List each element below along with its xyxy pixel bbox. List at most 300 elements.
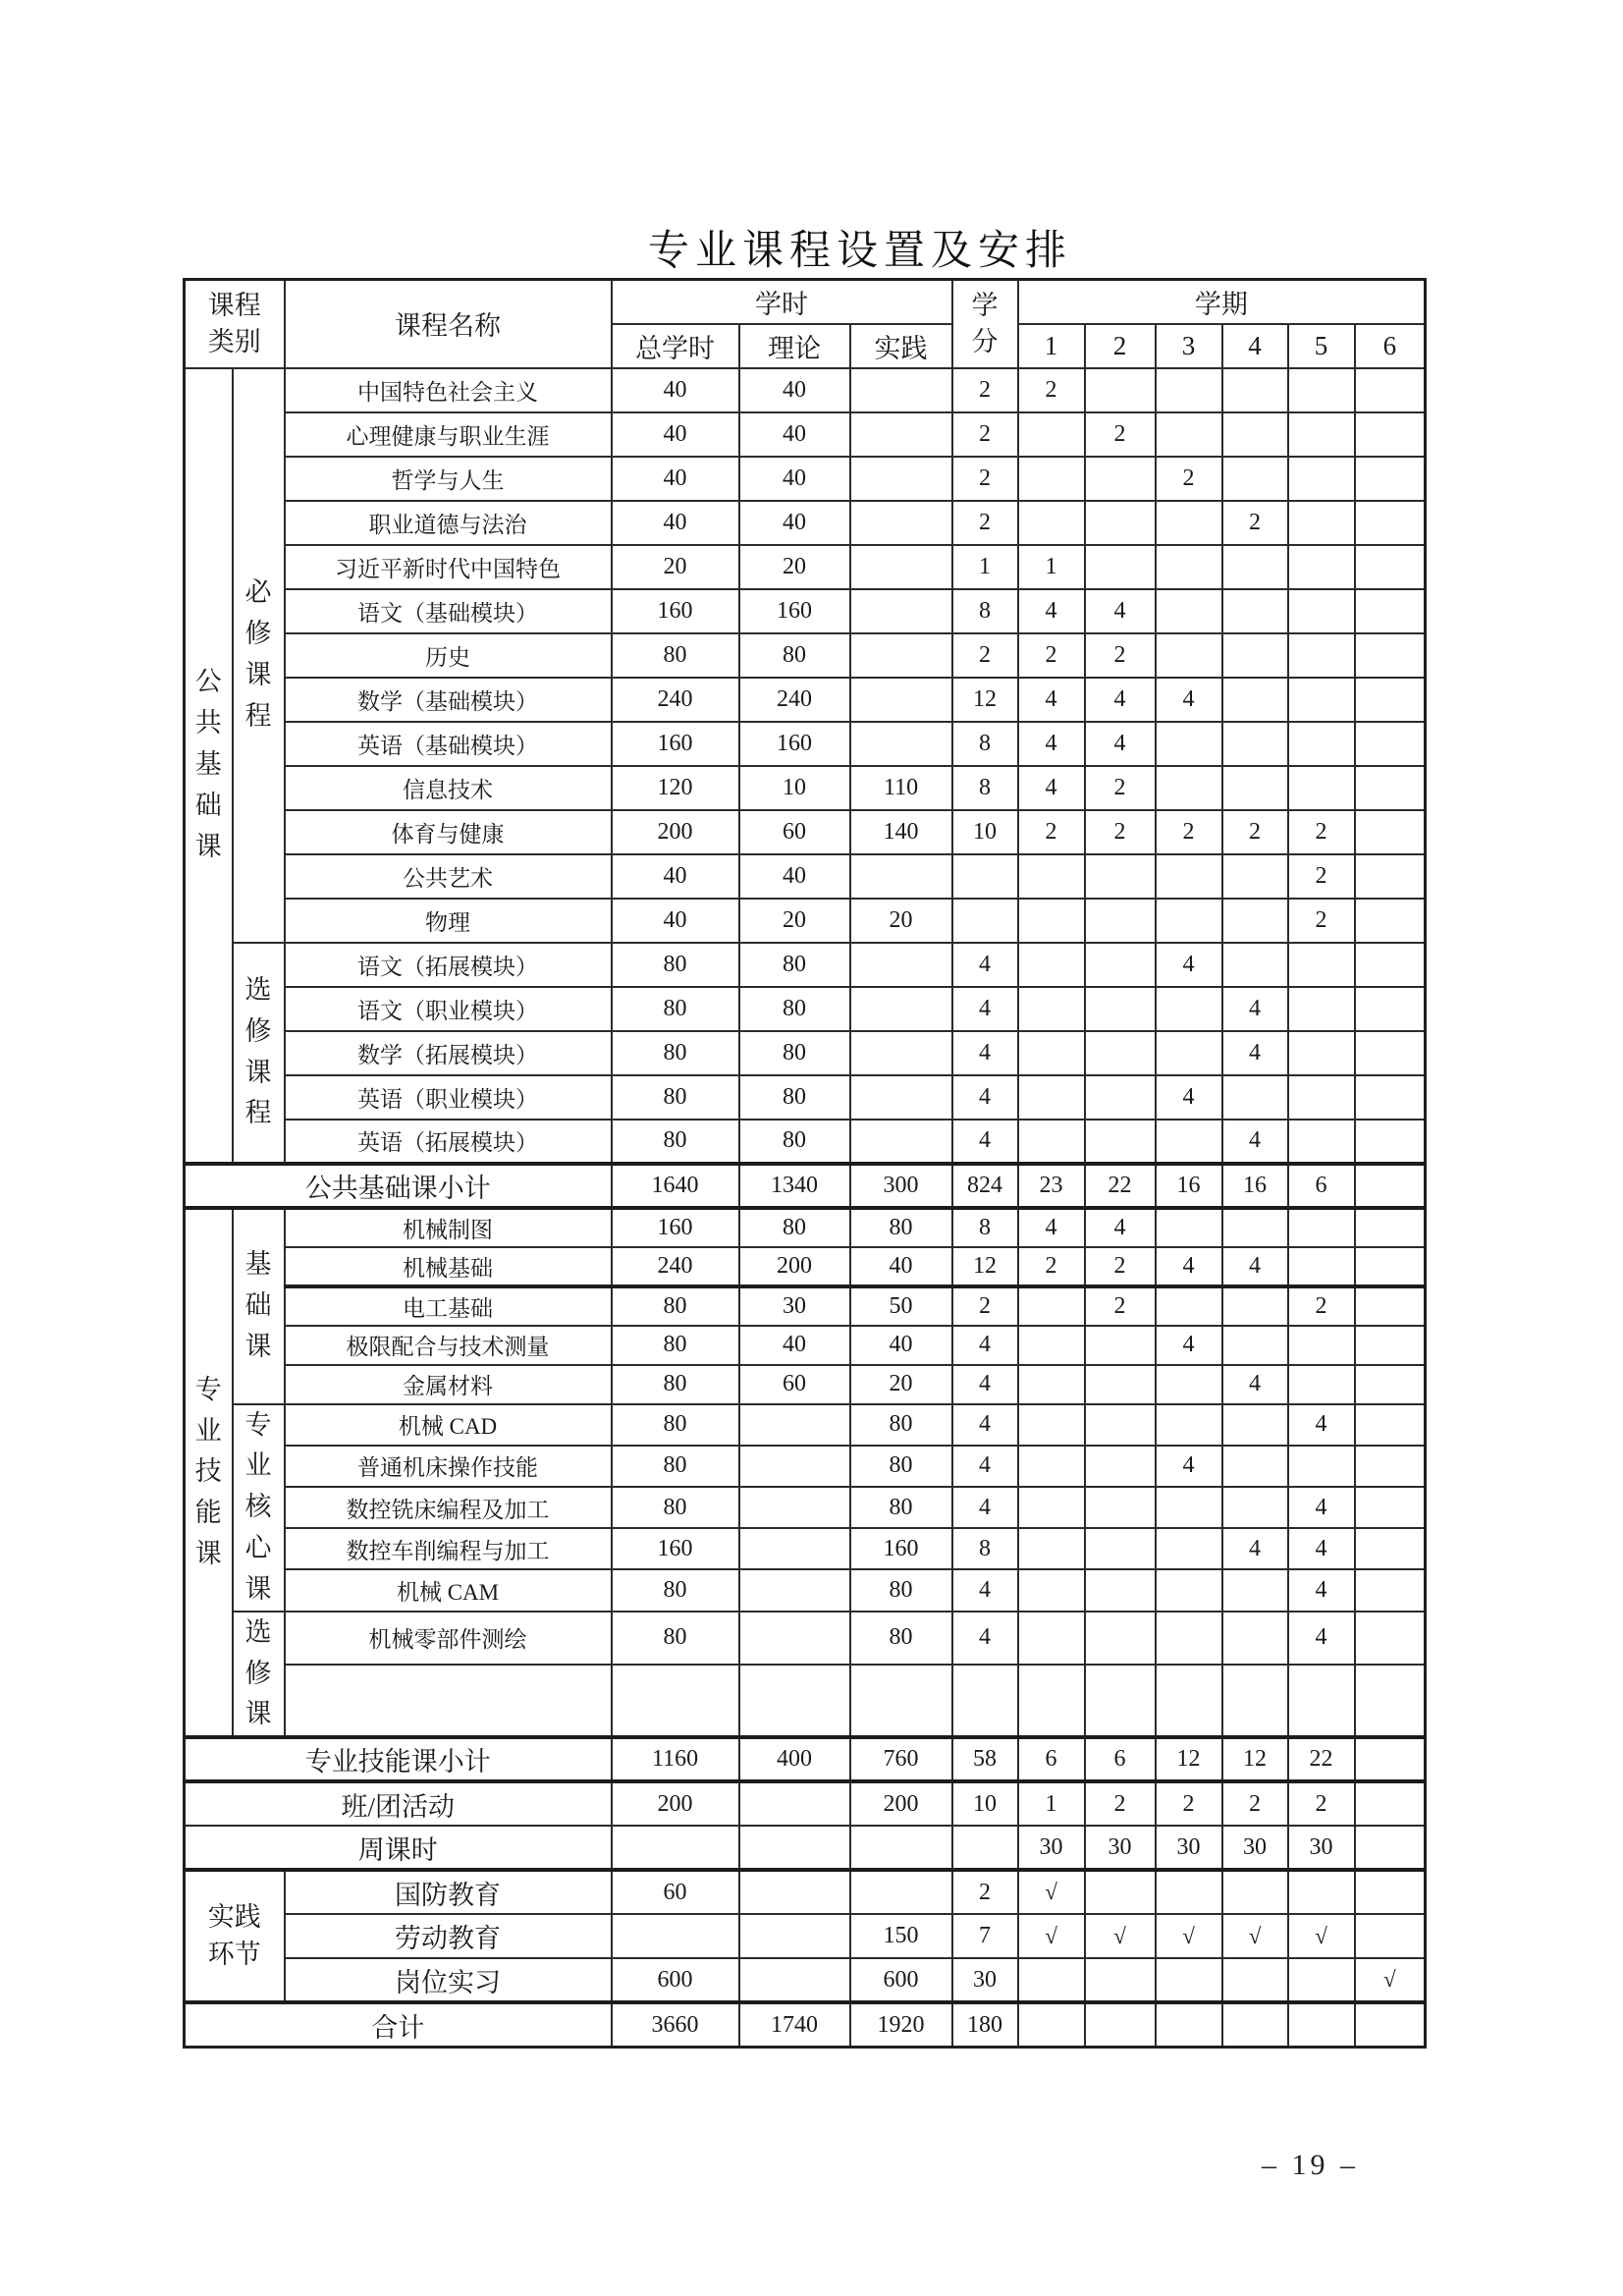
value-cell (1288, 1120, 1355, 1164)
value-cell: 80 (850, 1208, 952, 1247)
value-cell (1288, 722, 1355, 766)
value-cell: 60 (612, 1870, 739, 1914)
value-cell: 2 (1288, 810, 1355, 854)
value-cell (1355, 412, 1426, 457)
value-cell: 4 (952, 1326, 1018, 1365)
value-cell (1018, 1528, 1085, 1569)
value-cell: 80 (612, 1612, 739, 1665)
value-cell: 58 (952, 1737, 1018, 1781)
value-cell (1156, 633, 1222, 678)
value-cell: 4 (1085, 678, 1156, 722)
value-cell: 20 (612, 545, 739, 589)
summary-label: 合计 (185, 2002, 612, 2047)
value-cell: 1640 (612, 1164, 739, 1208)
value-cell (850, 1075, 952, 1120)
value-cell (1355, 987, 1426, 1031)
value-cell (1156, 1404, 1222, 1446)
value-cell (1355, 1781, 1426, 1826)
course-name-cell: 机械基础 (285, 1247, 612, 1286)
value-cell: 2 (1018, 633, 1085, 678)
value-cell (739, 1914, 850, 1958)
table-row (185, 1120, 1426, 1164)
value-cell: 1920 (850, 2002, 952, 2047)
value-cell (850, 412, 952, 457)
value-cell: 80 (739, 1031, 850, 1075)
value-cell (1156, 1031, 1222, 1075)
value-cell: 2 (1085, 766, 1156, 810)
value-cell: 40 (612, 899, 739, 943)
table-row (185, 1528, 1426, 1569)
summary-label: 公共基础课小计 (185, 1164, 612, 1208)
value-cell (1222, 1208, 1288, 1247)
curriculum-table (183, 278, 1427, 2049)
summary-label: 岗位实习 (285, 1958, 612, 2002)
value-cell (612, 1826, 739, 1870)
table-row (185, 1247, 1426, 1286)
value-cell: 4 (952, 1404, 1018, 1446)
value-cell (1018, 987, 1085, 1031)
value-cell (1085, 1446, 1156, 1487)
value-cell: 4 (1085, 1208, 1156, 1247)
value-cell (1085, 943, 1156, 987)
value-cell: 80 (739, 1208, 850, 1247)
table-row (185, 854, 1426, 899)
table-row (185, 1075, 1426, 1120)
value-cell (1018, 1569, 1085, 1611)
section-label: 专业技能课 (185, 1208, 233, 1738)
value-cell: 4 (952, 1446, 1018, 1487)
value-cell (952, 854, 1018, 899)
table-row (185, 1208, 1426, 1247)
value-cell (739, 1958, 850, 2002)
value-cell (850, 1826, 952, 1870)
value-cell (1018, 1958, 1085, 2002)
table-row (185, 899, 1426, 943)
table-row (185, 766, 1426, 810)
value-cell: 160 (612, 722, 739, 766)
course-name-cell: 机械制图 (285, 1208, 612, 1247)
value-cell (1288, 1075, 1355, 1120)
value-cell (1355, 368, 1426, 412)
value-cell (1288, 457, 1355, 501)
value-cell (1085, 1487, 1156, 1528)
value-cell (1156, 1487, 1222, 1528)
value-cell: 4 (952, 1487, 1018, 1528)
value-cell: 4 (1222, 987, 1288, 1031)
value-cell: 824 (952, 1164, 1018, 1208)
course-name-cell: 心理健康与职业生涯 (285, 412, 612, 457)
value-cell (1355, 1120, 1426, 1164)
value-cell (739, 1487, 850, 1528)
page-title: 专业课程设置及安排 (648, 229, 1073, 274)
value-cell (850, 457, 952, 501)
value-cell: 4 (1156, 943, 1222, 987)
value-cell: 80 (612, 1031, 739, 1075)
value-cell: 7 (952, 1914, 1018, 1958)
table-row (185, 1404, 1426, 1446)
course-name-cell: 英语（职业模块） (285, 1075, 612, 1120)
course-name-cell: 语文（拓展模块） (285, 943, 612, 987)
value-cell (1222, 678, 1288, 722)
value-cell: 2 (952, 1286, 1018, 1326)
summary-label: 周课时 (185, 1826, 612, 1870)
value-cell (1018, 1326, 1085, 1365)
value-cell (1085, 1528, 1156, 1569)
value-cell: 240 (739, 678, 850, 722)
value-cell: 2 (1288, 854, 1355, 899)
value-cell: 160 (739, 722, 850, 766)
value-cell (1018, 943, 1085, 987)
value-cell: 80 (612, 1286, 739, 1326)
check-cell: √ (1085, 1914, 1156, 1958)
course-name-cell: 习近平新时代中国特色 (285, 545, 612, 589)
section-label: 专业核心课 (233, 1404, 285, 1612)
course-name-cell: 历史 (285, 633, 612, 678)
value-cell (850, 854, 952, 899)
table-row (185, 589, 1426, 633)
table-row (185, 633, 1426, 678)
value-cell (1085, 1326, 1156, 1365)
value-cell (1018, 1487, 1085, 1528)
section-label: 实践环节 (185, 1870, 285, 2002)
table-row (185, 2002, 1426, 2047)
value-cell (1288, 1031, 1355, 1075)
value-cell: 10 (952, 810, 1018, 854)
value-cell (850, 987, 952, 1031)
value-cell (1222, 1075, 1288, 1120)
value-cell: 2 (1085, 1286, 1156, 1326)
value-cell: 80 (612, 1446, 739, 1487)
value-cell (952, 1665, 1018, 1737)
value-cell: 2 (1156, 1781, 1222, 1826)
value-cell: 40 (612, 854, 739, 899)
value-cell: 140 (850, 810, 952, 854)
value-cell (1288, 766, 1355, 810)
value-cell: 2 (1288, 1781, 1355, 1826)
value-cell: 4 (1222, 1365, 1288, 1404)
value-cell: 4 (1222, 1031, 1288, 1075)
header-course-name: 课程名称 (285, 280, 612, 368)
course-name-cell: 体育与健康 (285, 810, 612, 854)
course-name-cell: 英语（基础模块） (285, 722, 612, 766)
value-cell (1156, 545, 1222, 589)
value-cell: 4 (1018, 722, 1085, 766)
value-cell (1288, 589, 1355, 633)
value-cell: 6 (1288, 1164, 1355, 1208)
value-cell: 2 (952, 501, 1018, 545)
value-cell (1355, 722, 1426, 766)
value-cell: 4 (952, 943, 1018, 987)
value-cell: 80 (612, 1120, 739, 1164)
value-cell (1156, 1569, 1222, 1611)
value-cell (1156, 589, 1222, 633)
value-cell (1156, 368, 1222, 412)
value-cell (1085, 1612, 1156, 1665)
value-cell (1018, 2002, 1085, 2047)
value-cell: 4 (952, 1612, 1018, 1665)
table-row (185, 1781, 1426, 1826)
course-name-cell: 哲学与人生 (285, 457, 612, 501)
value-cell: 20 (739, 545, 850, 589)
value-cell: 8 (952, 766, 1018, 810)
value-cell: 1 (1018, 1781, 1085, 1826)
value-cell (1156, 1958, 1222, 2002)
value-cell: 200 (850, 1781, 952, 1826)
value-cell (1085, 987, 1156, 1031)
value-cell (1085, 1958, 1156, 2002)
value-cell: 2 (1288, 1286, 1355, 1326)
value-cell: 80 (612, 1404, 739, 1446)
value-cell: 80 (850, 1404, 952, 1446)
value-cell (1156, 1208, 1222, 1247)
value-cell (1288, 1958, 1355, 2002)
value-cell (850, 545, 952, 589)
value-cell: 4 (1288, 1612, 1355, 1665)
value-cell (1355, 1914, 1426, 1958)
course-name-cell: 英语（拓展模块） (285, 1120, 612, 1164)
value-cell (739, 1612, 850, 1665)
value-cell (1085, 854, 1156, 899)
value-cell (1222, 589, 1288, 633)
value-cell (1288, 1870, 1355, 1914)
value-cell: 40 (612, 501, 739, 545)
value-cell (1156, 766, 1222, 810)
course-name-cell: 公共艺术 (285, 854, 612, 899)
section-label: 公共基础课 (185, 368, 233, 1164)
value-cell (850, 943, 952, 987)
value-cell: 4 (952, 1120, 1018, 1164)
value-cell: 2 (1018, 368, 1085, 412)
header-hours: 学时 (612, 280, 952, 324)
value-cell (1222, 854, 1288, 899)
value-cell (612, 1665, 739, 1737)
value-cell: 80 (850, 1612, 952, 1665)
table-row (185, 678, 1426, 722)
value-cell: 4 (1288, 1528, 1355, 1569)
value-cell: 2 (952, 1870, 1018, 1914)
value-cell (1085, 1031, 1156, 1075)
value-cell: 200 (612, 810, 739, 854)
header-semester: 学期 (1018, 280, 1426, 324)
header-sem-4: 4 (1222, 324, 1288, 368)
value-cell: 40 (612, 368, 739, 412)
value-cell: 80 (739, 633, 850, 678)
value-cell: 40 (612, 412, 739, 457)
course-name-cell: 金属材料 (285, 1365, 612, 1404)
value-cell (1355, 1208, 1426, 1247)
summary-label: 专业技能课小计 (185, 1737, 612, 1781)
value-cell (1018, 501, 1085, 545)
value-cell: 80 (850, 1487, 952, 1528)
value-cell (1288, 1326, 1355, 1365)
value-cell: 4 (1222, 1120, 1288, 1164)
table-row (185, 1870, 1426, 1914)
value-cell: 2 (952, 633, 1018, 678)
value-cell: 2 (952, 457, 1018, 501)
value-cell: 1740 (739, 2002, 850, 2047)
value-cell: 30 (1085, 1826, 1156, 1870)
value-cell (1355, 1569, 1426, 1611)
value-cell: 2 (1156, 457, 1222, 501)
value-cell (850, 1120, 952, 1164)
value-cell (1156, 1612, 1222, 1665)
value-cell: 2 (1085, 412, 1156, 457)
header-practice-hours: 实践 (850, 324, 952, 368)
value-cell: 40 (850, 1247, 952, 1286)
table-row (185, 1826, 1426, 1870)
header-sem-1: 1 (1018, 324, 1085, 368)
value-cell (1018, 899, 1085, 943)
value-cell (1355, 1446, 1426, 1487)
table-row (185, 1365, 1426, 1404)
value-cell: 180 (952, 2002, 1018, 2047)
value-cell: 12 (952, 678, 1018, 722)
page-number: – 19 – (1262, 2149, 1359, 2181)
value-cell: 8 (952, 589, 1018, 633)
value-cell: 4 (952, 1031, 1018, 1075)
value-cell (1085, 899, 1156, 943)
value-cell: 1340 (739, 1164, 850, 1208)
value-cell: 40 (739, 501, 850, 545)
value-cell: 80 (612, 1075, 739, 1120)
table-row (185, 545, 1426, 589)
value-cell (1222, 633, 1288, 678)
value-cell (850, 633, 952, 678)
value-cell: 8 (952, 1208, 1018, 1247)
value-cell: 40 (739, 457, 850, 501)
value-cell (1222, 1286, 1288, 1326)
table-row (185, 810, 1426, 854)
value-cell: 2 (1222, 501, 1288, 545)
value-cell: 160 (850, 1528, 952, 1569)
value-cell: 110 (850, 766, 952, 810)
value-cell (1156, 987, 1222, 1031)
value-cell: 80 (612, 987, 739, 1031)
value-cell (1288, 501, 1355, 545)
value-cell: 80 (612, 1487, 739, 1528)
value-cell: 4 (1288, 1404, 1355, 1446)
value-cell (850, 501, 952, 545)
value-cell (1018, 1612, 1085, 1665)
course-name-cell: 语文（职业模块） (285, 987, 612, 1031)
value-cell (1222, 2002, 1288, 2047)
table-row (185, 1914, 1426, 1958)
value-cell: 240 (612, 678, 739, 722)
value-cell (1018, 1446, 1085, 1487)
value-cell (1085, 368, 1156, 412)
value-cell (739, 1826, 850, 1870)
value-cell (1355, 1665, 1426, 1737)
header-row-1 (185, 280, 1426, 324)
value-cell (1355, 589, 1426, 633)
value-cell (1355, 810, 1426, 854)
value-cell (1355, 766, 1426, 810)
header-credits: 学分 (952, 280, 1018, 368)
value-cell (1222, 1569, 1288, 1611)
table-row (185, 1958, 1426, 2002)
value-cell (1018, 1075, 1085, 1120)
value-cell: 30 (739, 1286, 850, 1326)
value-cell: 22 (1288, 1737, 1355, 1781)
value-cell: 2 (1085, 633, 1156, 678)
value-cell (850, 368, 952, 412)
table-body (185, 280, 1426, 2048)
table-row (185, 1569, 1426, 1611)
value-cell: 2 (1222, 810, 1288, 854)
value-cell (1355, 633, 1426, 678)
value-cell: 4 (1156, 1326, 1222, 1365)
header-theory-hours: 理论 (739, 324, 850, 368)
table-row (185, 1286, 1426, 1326)
value-cell (1222, 1612, 1288, 1665)
value-cell (1355, 854, 1426, 899)
value-cell: 4 (1288, 1569, 1355, 1611)
value-cell (1355, 1528, 1426, 1569)
course-name-cell: 职业道德与法治 (285, 501, 612, 545)
value-cell (1355, 1870, 1426, 1914)
value-cell (850, 1870, 952, 1914)
value-cell (952, 899, 1018, 943)
value-cell: 80 (739, 987, 850, 1031)
value-cell (1018, 854, 1085, 899)
value-cell (1288, 2002, 1355, 2047)
value-cell: 120 (612, 766, 739, 810)
value-cell: 80 (739, 1075, 850, 1120)
value-cell: 20 (739, 899, 850, 943)
course-name-cell: 数控铣床编程及加工 (285, 1487, 612, 1528)
value-cell: 12 (1222, 1737, 1288, 1781)
check-cell: √ (1288, 1914, 1355, 1958)
header-sem-2: 2 (1085, 324, 1156, 368)
value-cell (850, 589, 952, 633)
value-cell (1288, 1446, 1355, 1487)
value-cell: 4 (952, 1365, 1018, 1404)
value-cell (1288, 545, 1355, 589)
value-cell: 2 (1085, 1247, 1156, 1286)
table-row (185, 722, 1426, 766)
value-cell: 80 (739, 943, 850, 987)
value-cell (1222, 368, 1288, 412)
value-cell (1288, 368, 1355, 412)
value-cell (1222, 899, 1288, 943)
value-cell: 40 (739, 368, 850, 412)
value-cell: 2 (952, 412, 1018, 457)
value-cell (1288, 1208, 1355, 1247)
table-row (185, 987, 1426, 1031)
value-cell: 50 (850, 1286, 952, 1326)
value-cell (850, 678, 952, 722)
value-cell (1222, 766, 1288, 810)
header-sem-5: 5 (1288, 324, 1355, 368)
value-cell (739, 1870, 850, 1914)
table-row (185, 1326, 1426, 1365)
value-cell (1222, 1326, 1288, 1365)
value-cell: 200 (739, 1247, 850, 1286)
value-cell (1222, 1487, 1288, 1528)
course-name-cell: 语文（基础模块） (285, 589, 612, 633)
value-cell: 2 (952, 368, 1018, 412)
course-name-cell: 物理 (285, 899, 612, 943)
value-cell: 80 (612, 943, 739, 987)
check-cell: √ (1156, 1914, 1222, 1958)
course-name-cell: 机械 CAM (285, 1569, 612, 1611)
value-cell (1355, 1737, 1426, 1781)
value-cell: 20 (850, 1365, 952, 1404)
value-cell (1288, 412, 1355, 457)
table-row (185, 501, 1426, 545)
value-cell: 400 (739, 1737, 850, 1781)
value-cell: 4 (1156, 1075, 1222, 1120)
